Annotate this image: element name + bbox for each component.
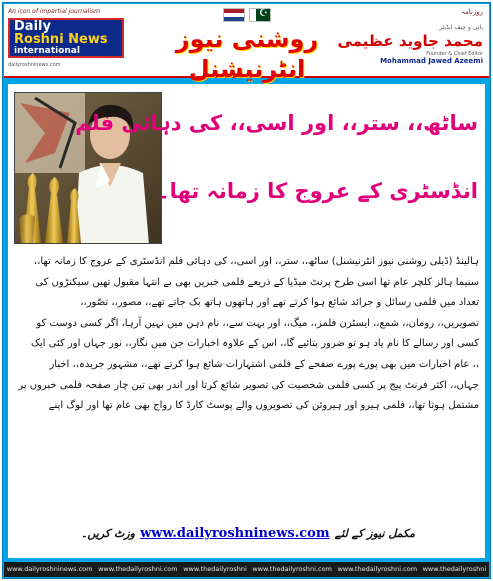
footer-url: www.dailyroshninews.com [6, 565, 93, 573]
headline-line-1: ساٹھ،، ستر،، اور اسی،، کی دہائی فلم [75, 111, 478, 135]
founder-role: Founder & Chief Editor [426, 51, 483, 57]
cta-urdu-after: وزٹ کریں۔ [80, 527, 135, 540]
body-line: سنیما ہالز کلچر عام تھا اسی طرح پرنٹ میڈیا کے ذریعے فلمی خبریں بھی بے انتہا مقبول تھیں سیکنڑوں کی [35, 276, 479, 288]
logo-line-international: international [14, 46, 80, 56]
founder-name-english: Mohammad Jawed Azeemi [380, 57, 483, 65]
article-panel [8, 84, 485, 558]
website-link[interactable]: www.dailyroshninews.com [140, 526, 330, 541]
body-line: کسی اور رسالے کا نام یاد ہو تو ضرور بتائیے گا،، اس کے علاوہ اخبارات جن میں نگار،، نور جہاں اور کئی ایک [30, 338, 479, 350]
flags [136, 8, 358, 24]
article-body [14, 252, 479, 417]
founder-name-urdu: محمد جاوید عظیمی [337, 32, 483, 50]
logo-line-roshni-news: Roshni News [14, 32, 108, 47]
body-line: ہالینڈ (ڈیلی روشنی نیوز انٹرنیشنل) ساٹھ،، ستر،، اور اسی،، کی دہائی فلم انڈسٹری کے عروج کا زمانہ تھا،، [33, 256, 479, 267]
masthead-left [8, 8, 128, 74]
body-line: مشتمل ہوتا تھا،، فلمی ہیرو اور ہیروئن کی تصویروں والے پوسٹ کارڈ کا رواج بھی عام تھا اور لوگ اپنے [48, 400, 479, 412]
article-headline [75, 90, 478, 240]
footer-url: www.thedailyroshni [422, 565, 487, 573]
masthead-right-top: روزنامہ [460, 8, 483, 16]
pakistan-flag-icon [249, 8, 271, 22]
english-logo [8, 18, 124, 58]
masthead-tagline: An icon of impartial journalism [8, 8, 100, 15]
headline-line-2: انڈسٹری کے عروج کا زمانہ تھا۔ [157, 179, 478, 203]
netherlands-flag-icon [223, 8, 245, 22]
masthead-right [337, 8, 483, 74]
urdu-masthead-title: روشنی نیوز انٹرنیشنل [175, 25, 319, 83]
masthead-center [136, 8, 358, 83]
footer-url: www.thedailyroshni.com [252, 565, 332, 573]
cta-urdu-before: مکمل نیوز کے لئے [334, 527, 416, 540]
footer-url: www.thedailyroshni [183, 565, 247, 573]
logo-line-daily: Daily [14, 19, 51, 34]
body-line: تعداد میں فلمی رسائل و جرائد شائع ہوا کرتے تھے اور ہاتھوں ہاتھ بک جاتے تھے،، مصور،، تصّور،، [80, 297, 479, 309]
founder-label: بانی و چیف ایڈیٹر [439, 24, 483, 31]
masthead-small-info: dailyroshninews.com [8, 62, 61, 68]
masthead [4, 4, 489, 83]
footer-url: www.thedailyroshni.com [98, 565, 178, 573]
body-line: تصویریں،، رومان،، شمع،، ایسٹرن فلمز،، میگ،، اور بہت سے،، نام ذہن میں نہیں آرہا، اگر کسی دوست کو [36, 317, 479, 329]
footer-strip [4, 562, 489, 577]
read-more-line [68, 522, 428, 544]
body-line: ،، عام اخبارات میں بھی پورے پورے صفحے کے فلمی اشتہارات شائع ہوا کرتے تھے،، مشہور جریدہ،، اخبار [49, 358, 479, 370]
body-line: جہاں،، اکثر فرنٹ پیج پر کسی فلمی شخصیت کی تصویر شائع کرتا اور اندر بھی تین چار صفحہ فلمی خبروں پر [18, 379, 479, 391]
footer-url: www.thedailyroshni.com [337, 565, 418, 573]
